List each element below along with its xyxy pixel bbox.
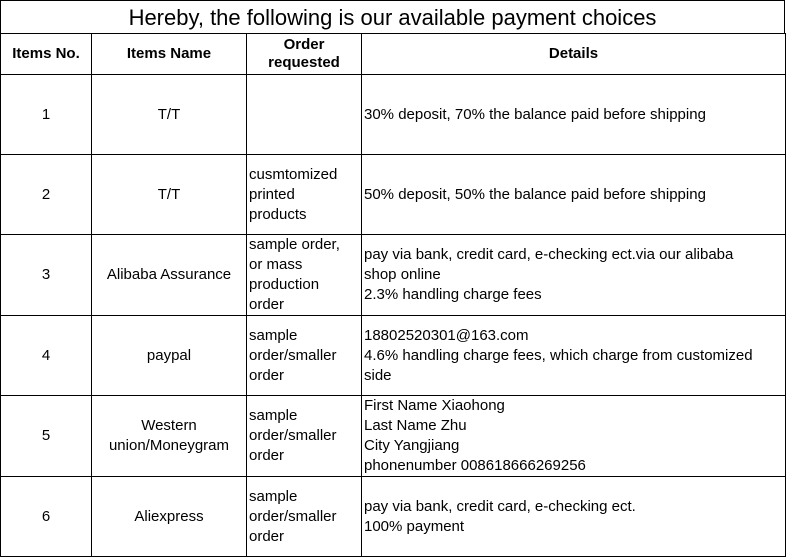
cell-item-no: 3 — [1, 235, 92, 316]
cell-item-no: 2 — [1, 155, 92, 235]
cell-item-name — [92, 477, 247, 557]
cell-order-requested-line: order — [249, 296, 285, 313]
cell-order-requested — [247, 235, 362, 316]
cell-order-requested-line: sample — [249, 407, 298, 424]
cell-order-requested-line: order/smaller — [249, 427, 337, 444]
cell-order-requested-line: production — [249, 276, 320, 293]
cell-details-line: 100% payment — [364, 517, 465, 535]
cell-item-name-line: T/T — [157, 185, 181, 203]
table-row — [1, 316, 786, 396]
header-items-no: Items No. — [1, 34, 92, 75]
table-row — [1, 235, 786, 316]
cell-item-no: 6 — [1, 477, 92, 557]
cell-order-requested — [247, 396, 362, 477]
header-order-requested — [247, 34, 362, 75]
cell-details — [362, 396, 786, 477]
cell-order-requested-line: products — [249, 205, 307, 223]
cell-order-requested-line: order/smaller — [249, 507, 337, 525]
cell-item-no: 4 — [1, 316, 92, 396]
cell-order-requested-line: sample order, — [249, 236, 340, 253]
cell-order-requested — [247, 477, 362, 557]
cell-order-requested-line: printed — [249, 185, 295, 203]
cell-details-line: side — [364, 366, 392, 384]
cell-details-line: shop online — [364, 266, 441, 283]
cell-item-name — [92, 155, 247, 235]
page-title: Hereby, the following is our available payment choices — [0, 0, 785, 33]
cell-order-requested-line: sample — [249, 487, 298, 505]
cell-details — [362, 477, 786, 557]
cell-order-requested-line: order — [249, 447, 285, 464]
cell-item-name — [92, 75, 247, 155]
cell-item-no: 1 — [1, 75, 92, 155]
cell-order-requested-line: cusmtomized — [249, 165, 338, 183]
cell-item-no: 5 — [1, 396, 92, 477]
table-row — [1, 75, 786, 155]
cell-item-name-line: paypal — [146, 346, 192, 364]
cell-details — [362, 155, 786, 235]
cell-order-requested-line: order/smaller — [249, 346, 337, 364]
cell-item-name-line: T/T — [157, 105, 181, 123]
cell-order-requested-line: or mass — [249, 256, 303, 273]
cell-details-line: phonenumber 008618666269256 — [364, 457, 586, 474]
cell-order-requested — [247, 75, 362, 155]
cell-item-name-line: Aliexpress — [134, 507, 204, 525]
header-order-line1: Order — [283, 36, 325, 53]
cell-order-requested — [247, 316, 362, 396]
cell-details-line: 4.6% handling charge fees, which charge from customized — [364, 346, 753, 364]
cell-details — [362, 235, 786, 316]
header-row — [1, 34, 786, 75]
cell-details-line: First Name Xiaohong — [364, 397, 505, 414]
header-details: Details — [362, 34, 786, 75]
cell-details — [362, 316, 786, 396]
table-row — [1, 477, 786, 557]
cell-order-requested-line: order — [249, 527, 285, 545]
cell-details-line: 2.3% handling charge fees — [364, 286, 542, 303]
table-row — [1, 396, 786, 477]
cell-item-name-line: Alibaba Assurance — [106, 266, 232, 283]
cell-order-requested-line: order — [249, 366, 285, 384]
cell-item-name-line: union/Moneygram — [108, 437, 230, 454]
cell-order-requested-line: sample — [249, 326, 298, 344]
cell-details — [362, 75, 786, 155]
cell-item-name — [92, 396, 247, 477]
cell-order-requested — [247, 155, 362, 235]
cell-details-line: pay via bank, credit card, e-checking ect. — [364, 497, 636, 515]
cell-item-name-line: Western — [141, 417, 197, 434]
cell-details-line: City Yangjiang — [364, 437, 460, 454]
cell-details-line: 50% deposit, 50% the balance paid before shipping — [364, 185, 706, 203]
table-row — [1, 155, 786, 235]
cell-item-name — [92, 235, 247, 316]
header-items-name: Items Name — [92, 34, 247, 75]
cell-details-line: pay via bank, credit card, e-checking ect.via our alibaba — [364, 246, 734, 263]
cell-item-name — [92, 316, 247, 396]
header-order-line2: requested — [268, 54, 340, 71]
cell-details-line: Last Name Zhu — [364, 417, 467, 434]
cell-details-line: 30% deposit, 70% the balance paid before shipping — [364, 105, 706, 123]
cell-details-line: 18802520301@163.com — [364, 326, 529, 344]
payment-table — [0, 33, 786, 557]
